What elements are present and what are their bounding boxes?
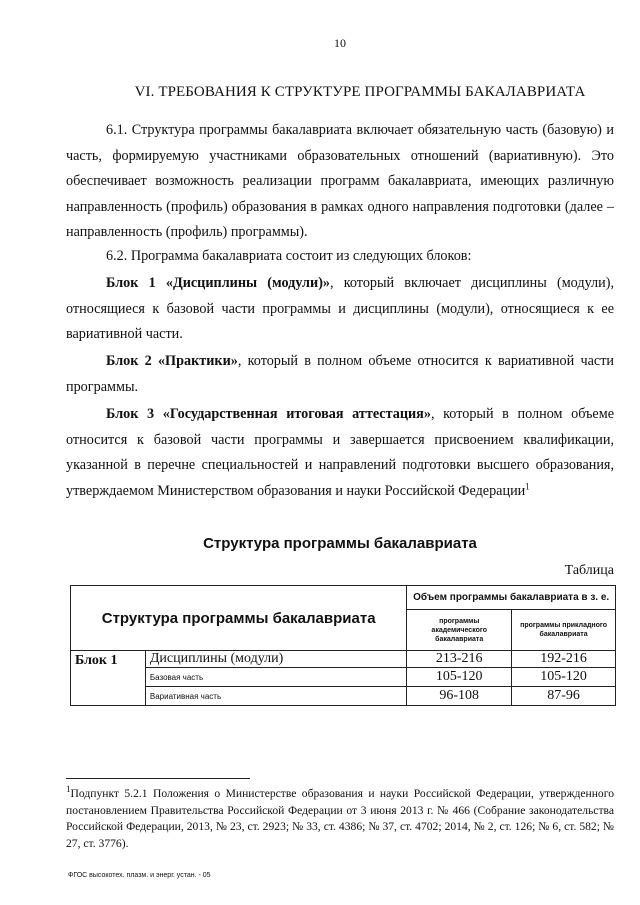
section-heading: VI. ТРЕБОВАНИЯ К СТРУКТУРЕ ПРОГРАММЫ БАКАЛАВРИАТА [134,84,586,100]
table-header-row [71,586,616,610]
row-name: Дисциплины (модули) [145,651,406,668]
table-row [71,687,616,706]
header-volume: Объем программы бакалавриата в з. е. [407,586,616,610]
footnote-ref[interactable]: 1 [525,480,530,491]
header-structure: Структура программы бакалавриата [71,586,407,651]
block-3-text: , который в полном объеме относится к базовой части программы и завершается присвоением квалификации, указанной в перечне специальностей и направлений подготовки высшего образования, утверждаемом Министерством образования и науки Российской Федерации [66,406,614,499]
block-3-paragraph [66,402,614,504]
table-label: Таблица [564,563,614,578]
page-footer: ФГОС высокотех. плазм. и энерг. устан. - 05 [68,872,211,879]
paragraph-6-2: 6.2. Программа бакалавриата состоит из следующих блоков: [106,248,472,264]
paragraph-6-1: 6.1. Структура программы бакалавриата включает обязательную часть (базовую) и часть, формируемую участниками образовательных отношений (вариативную). Это обеспечивает возможность реализации программ бакалавриата, имеющих различную направленность (профиль) образования в рамках одного направления подготовки (далее – направленность (профиль) программы). [66,122,614,240]
row-block: Блок 1 [71,651,146,706]
row-applied: 105-120 [512,668,616,687]
row-name: Базовая часть [145,668,406,687]
footnote-marker: 1 [66,784,71,795]
footnote-divider [66,778,250,779]
header-applied: программы прикладного бакалавриата [512,610,616,651]
row-academic: 96-108 [407,687,512,706]
block-1-paragraph [66,271,614,348]
table-row [71,668,616,687]
row-academic: 105-120 [407,668,512,687]
block-2-text: , который в полном объеме относится к вариативной части программы. [66,353,614,395]
row-applied: 87-96 [512,687,616,706]
row-academic: 213-216 [407,651,512,668]
page-number: 10 [334,36,346,50]
footnote [66,786,614,852]
block-2-title: Блок 2 «Практики» [106,353,238,369]
footnote-text: Подпункт 5.2.1 Положения о Министерстве образования и науки Российской Федерации, утвержденного постановлением Правительства Российской Федерации от 3 июня 2013 г. № 466 (Собрание законодательства Российской Федерации, 2013, № 23, ст. 2923; № 33, ст. 4386; № 37, ст. 4702; 2014, № 2, ст. 126; № 6, ст. 582; № 27, ст. 3776). [66,787,614,850]
table-row [71,651,616,668]
block-1-text: , который включает дисциплины (модули), относящиеся к базовой части программы и дисциплины (модули), относящиеся к ее вариативной части. [66,275,614,342]
structure-table [70,585,616,706]
row-name: Вариативная часть [145,687,406,706]
header-academic: программы академического бакалавриата [407,610,512,651]
block-3-title: Блок 3 «Государственная итоговая аттестация» [106,406,431,422]
block-1-title: Блок 1 «Дисциплины (модули)» [106,275,331,291]
block-2-paragraph [66,349,614,400]
table-title: Структура программы бакалавриата [203,535,477,552]
row-applied: 192-216 [512,651,616,668]
